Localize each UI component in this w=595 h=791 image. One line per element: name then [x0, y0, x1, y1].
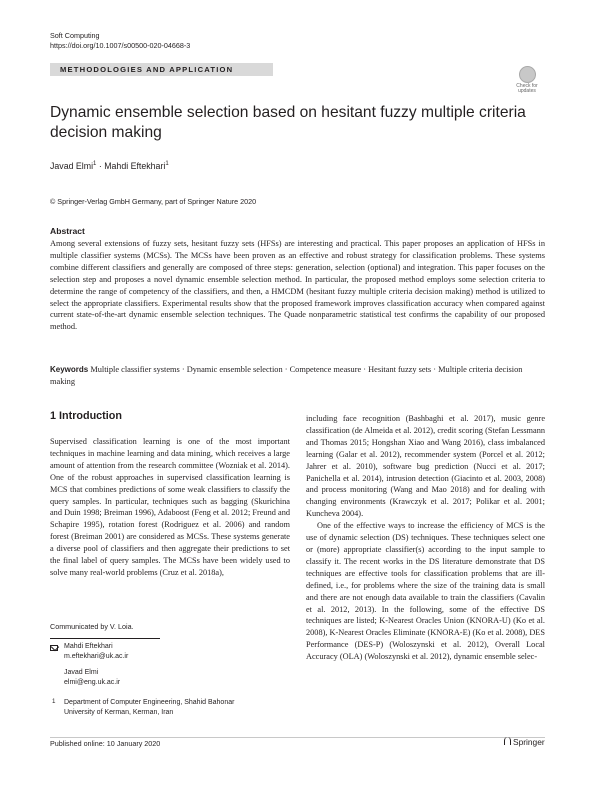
article-title: Dynamic ensemble selection based on hesitant fuzzy multiple criteria decision making	[50, 104, 526, 141]
keywords-text: Multiple classifier systems · Dynamic ensemble selection · Competence measure · Hesitant fuzzy sets · Multiple criteria decision making	[50, 365, 523, 386]
coauthor-email[interactable]: elmi@eng.uk.ac.ir	[64, 679, 121, 686]
intro-heading: 1 Introduction	[50, 410, 122, 422]
abstract-body: Among several extensions of fuzzy sets, hesitant fuzzy sets (HFSs) are interesting and practical. This paper proposes an application of HFSs in multiple classifier systems (MCSs). The MCSs have been proven as an effective and robust strategy for classification problems. These systems combine different classifiers and generally are composed of three steps: generation, selection (optional) and integration. This paper focuses on the selection step and proposes a novel dynamic ensemble selection method. In particular, the proposed method employs some selection criteria to determine the range of competency of the classifiers, and then, a HMCDM (hesitant fuzzy multiple criteria decision making) method is utilized to select the appropriate classifiers. Experimental results show that the proposed framework improves classification accuracy when compared against current state-of-the-art dynamic ensemble selection techniques. The Quade nonparametric statistical test confirms the capability of our proposed method.	[50, 239, 545, 332]
footer-rule	[50, 737, 545, 738]
doi-link[interactable]: https://doi.org/10.1007/s00500-020-04668-3	[50, 41, 191, 50]
springer-horse-icon	[503, 737, 511, 746]
affiliation-line-1: Department of Computer Engineering, Shahid Bahonar	[64, 699, 235, 706]
badge-line1: Check for	[516, 83, 538, 89]
footnote-rule	[50, 638, 160, 639]
affiliation-number: 1	[52, 698, 56, 705]
right-column	[306, 413, 545, 663]
intro-paragraph-3: One of the effective ways to increase the efficiency of MCS is the use of dynamic selection (DS) techniques. These techniques select one or (more) appropriate classifier(s) according to the input sample to classify it. The recent works in the DS literature demonstrate that DS techniques are effective tools for classification problems that are ill-defined, i.e., for problems where the size of the training data is small and there are not enough data available to train the classifiers (Cavalin et al. 2012, 2013). In the following, some of the effective DS techniques are listed; K-Nearest Oracles Union (KNORA-U) (Ko et al. 2008), K-Nearest Oracles Eliminate (KNORA-E) (Ko et al. 2008), DES Performance (DES-P) (Woloszynski et al. 2012), Overall Local Accuracy (OLA) (Woloszynski et al. 2012), dynamic ensemble selec-	[306, 521, 545, 662]
check-updates-icon	[519, 66, 536, 83]
intro-paragraph-2: including face recognition (Bashbaghi et al. 2017), music genre classification (de Almeida et al. 2012), credit scoring (Stefan Lessmann and Thomas 2015; Hongshan Xiao and Wang 2016), class imbalanced learning (Galar et al. 2012), recommender system (Porcel et al. 2012; Jahrer et al. 2010), software bug prediction (Nucci et al. 2017; Panichella et al. 2014), intrusion detection (Giacinto et al. 2003, 2008) and process monitoring (Wang and Mao 2018) and for dealing with changing environments (Krawczyk et al. 2017; Polikar et al. 2001; Kuncheva 2004).	[306, 414, 545, 519]
affiliation-line-2: University of Kerman, Kerman, Iran	[64, 709, 174, 716]
intro-paragraph-1: Supervised classification learning is one of the most important techniques in machine learning and data mining, which receives a large amount of attention from the research committee (Wozniak et al. 2014). One of the robust approaches in supervised classification learning is MCS that combines predictions of some weak classifiers to classify the query samples. In particular, techniques such as bagging (Skurichina and Duin 1998; Breiman 1996), Adaboost (Feng et al. 2012; Freund and Schapire 1995), rotation forest (Rodriguez et al. 2006) and random forest (Breiman 2001) are considered as MCSs. These systems generate a diverse pool of classifiers and then aggregate their predictions to set the final label of query samples. The MCSs have been widely used to solve many real-world problems (Cruz et al. 2018a),	[50, 437, 290, 577]
author-1: Javad Elmi	[50, 160, 94, 171]
communicated-by: Communicated by V. Loia.	[50, 622, 134, 631]
section-label-bar	[50, 63, 273, 76]
journal-name: Soft Computing	[50, 31, 100, 40]
publisher-logo	[503, 737, 545, 748]
coauthor-name: Javad Elmi	[64, 669, 99, 676]
author-1-affil: 1	[93, 161, 97, 167]
author-separator: ·	[96, 160, 105, 171]
keywords-label: Keywords	[50, 365, 89, 374]
publisher-name: Springer	[513, 737, 545, 747]
copyright: © Springer-Verlag GmbH Germany, part of Springer Nature 2020	[50, 197, 257, 206]
author-2-affil: 1	[165, 161, 169, 167]
email-icon	[50, 645, 58, 651]
keywords	[50, 364, 545, 388]
authors	[50, 158, 169, 172]
corresponding-author-name: Mahdi Eftekhari	[64, 643, 113, 650]
corresponding-author-email[interactable]: m.eftekhari@uk.ac.ir	[64, 653, 129, 660]
check-for-updates-badge[interactable]	[512, 66, 542, 94]
abstract-heading: Abstract	[50, 226, 85, 236]
badge-line2: updates	[518, 88, 536, 94]
section-label: METHODOLOGIES AND APPLICATION	[60, 65, 234, 74]
author-2: Mahdi Eftekhari	[104, 160, 166, 171]
published-online: Published online: 10 January 2020	[50, 739, 161, 748]
left-column	[50, 436, 290, 579]
